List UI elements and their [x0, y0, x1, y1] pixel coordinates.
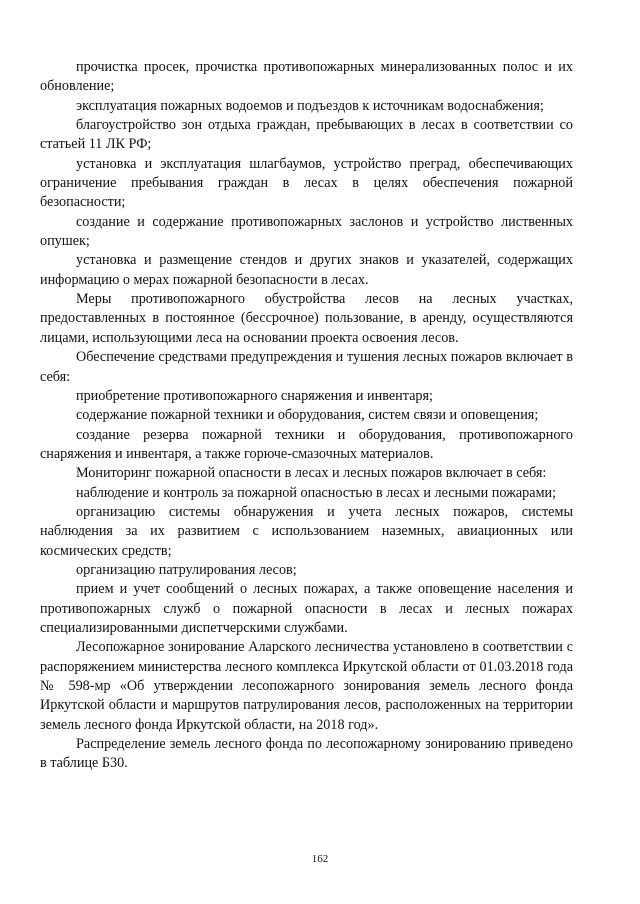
paragraph: приобретение противопожарного снаряжения и инвентаря;	[76, 387, 433, 404]
paragraph: организацию системы обнаружения и учета лесных пожаров, системы наблюдения за их развитием с использованием наземных, авиационных или космических средств;	[40, 503, 573, 559]
paragraph: создание резерва пожарной техники и оборудования, противопожарного снаряжения и инвентаря, а также горюче-смазочных материалов.	[40, 426, 573, 462]
paragraph: установка и эксплуатация шлагбаумов, устройство преград, обеспечивающих ограничение пребывания граждан в лесах в целях обеспечения пожарной безопасности;	[40, 155, 573, 211]
paragraph: содержание пожарной техники и оборудования, систем связи и оповещения;	[76, 407, 539, 424]
paragraph: эксплуатация пожарных водоемов и подъездов к источникам водоснабжения;	[76, 97, 544, 114]
paragraph: организацию патрулирования лесов;	[76, 561, 297, 578]
paragraph: Обеспечение средствами предупреждения и тушения лесных пожаров включает в себя:	[40, 349, 573, 385]
paragraph: наблюдение и контроль за пожарной опасностью в лесах и лесными пожарами;	[76, 484, 557, 501]
paragraph: создание и содержание противопожарных заслонов и устройство лиственных опушек;	[40, 213, 573, 250]
paragraph: Распределение земель лесного фонда по лесопожарному зонированию приведено в таблице Б30.	[40, 736, 573, 772]
paragraph: прием и учет сообщений о лесных пожарах, а также оповещение населения и противопожарных служб о пожарной опасности в лесах и лесных пожарах специализированными диспетчерскими службами.	[40, 581, 573, 636]
paragraph: прочистка просек, прочистка противопожарных минерализованных полос и их обновление;	[40, 59, 573, 95]
paragraph: благоустройство зон отдыха граждан, пребывающих в лесах в соответствии со статьей 11 ЛК РФ;	[40, 117, 573, 153]
paragraph: Меры противопожарного обустройства лесов на лесных участках, предоставленных в постоянное (бессрочное) пользование, в аренду, осуществляются лицами, использующими леса на основании проекта освоения лесов.	[40, 291, 573, 346]
paragraph: Мониторинг пожарной опасности в лесах и лесных пожаров включает в себя:	[76, 465, 547, 482]
page-number: 162	[311, 853, 329, 865]
paragraph: Лесопожарное зонирование Аларского лесничества установлено в соответствии с распоряжением министерства лесного комплекса Иркутской области от 01.03.2018 года № 598-мр «Об утверждении лесопожарного зонирования земель лесного фонда Иркутской области и маршрутов патрулирования лесов, расположенных на территории земель лесного фонда Иркутской области, на 2018 год».	[40, 639, 573, 733]
body-text	[40, 58, 573, 774]
paragraph: установка и размещение стендов и других знаков и указателей, содержащих информацию о мерах пожарной безопасности в лесах.	[40, 252, 573, 288]
